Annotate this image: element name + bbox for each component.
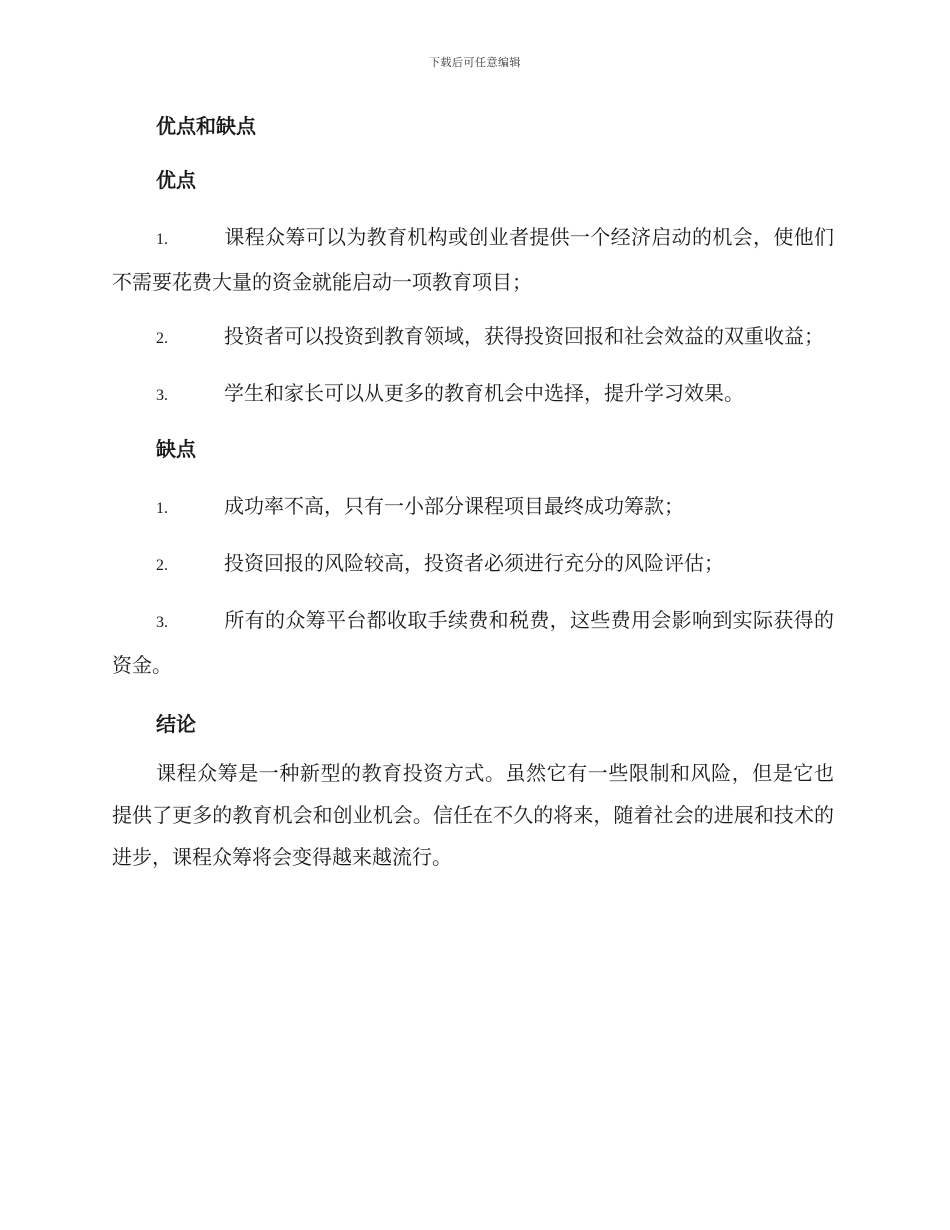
list-text: 所有的众筹平台都收取手续费和税费，这些费用会影响到实际获得的资金。 bbox=[112, 608, 834, 677]
list-text: 学生和家长可以从更多的教育机会中选择，提升学习效果。 bbox=[224, 381, 744, 405]
section-title-cons: 缺点 bbox=[156, 437, 196, 461]
list-number: 1. bbox=[156, 500, 168, 517]
list-number: 2. bbox=[156, 330, 168, 347]
list-number: 1. bbox=[156, 231, 168, 248]
section-title-pros-cons: 优点和缺点 bbox=[156, 114, 256, 138]
list-item bbox=[112, 542, 834, 587]
list-text: 投资回报的风险较高，投资者必须进行充分的风险评估； bbox=[224, 551, 724, 575]
list-item bbox=[112, 216, 834, 303]
list-text: 投资者可以投资到教育领域，获得投资回报和社会效益的双重收益； bbox=[224, 324, 824, 348]
conclusion-paragraph: 课程众筹是一种新型的教育投资方式。虽然它有一些限制和风险，但是它也提供了更多的教育机会和创业机会。信任在不久的将来，随着社会的进展和技术的进步，课程众筹将会变得越来越流行。 bbox=[112, 761, 834, 869]
document-body bbox=[112, 108, 834, 878]
list-number: 2. bbox=[156, 557, 168, 574]
list-item bbox=[112, 485, 834, 530]
list-item bbox=[112, 315, 834, 360]
list-number: 3. bbox=[156, 614, 168, 631]
list-item bbox=[112, 372, 834, 417]
list-text: 成功率不高，只有一小部分课程项目最终成功筹款； bbox=[224, 494, 684, 518]
list-number: 3. bbox=[156, 387, 168, 404]
list-text: 课程众筹可以为教育机构或创业者提供一个经济启动的机会，使他们不需要花费大量的资金就能启动一项教育项目； bbox=[112, 225, 834, 294]
page-header: 下载后可任意编辑 bbox=[429, 56, 521, 69]
section-title-pros: 优点 bbox=[156, 168, 196, 192]
section-title-conclusion: 结论 bbox=[156, 712, 196, 736]
list-item bbox=[112, 599, 834, 686]
